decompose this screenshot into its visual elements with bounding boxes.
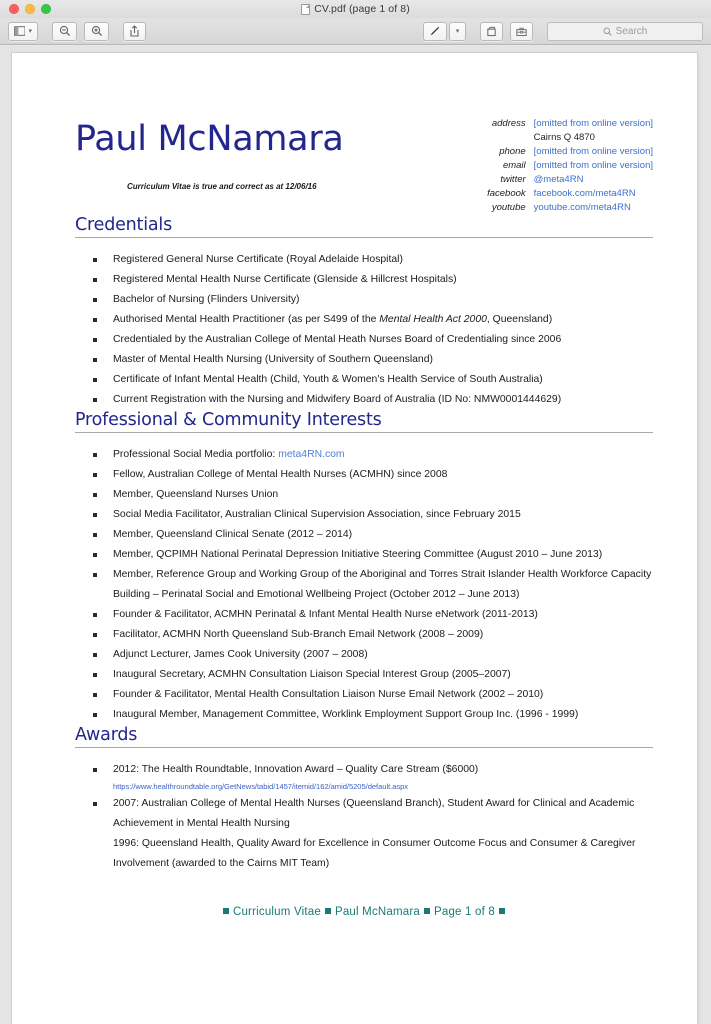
cv-name-block	[75, 115, 344, 191]
contact-value-address[interactable]: [omitted from online version]	[533, 118, 653, 129]
preview-toolbar	[0, 18, 711, 45]
rotate-button[interactable]	[480, 22, 503, 41]
list-item: Facilitator, ACMHN North Queensland Sub-Branch Email Network (2008 – 2009)	[75, 625, 653, 645]
cv-sections	[75, 215, 653, 874]
contact-value-phone[interactable]: [omitted from online version]	[533, 146, 653, 157]
page-title: Paul McNamara	[75, 119, 344, 159]
window-titlebar	[0, 0, 711, 18]
section-list-0	[75, 250, 653, 410]
list-item: 2012: The Health Roundtable, Innovation Award – Quality Care Stream ($6000) https://www.healthroundtable.org/GetNews/tabid/1457/itemid/162/amid/5205/default.aspx	[75, 760, 653, 794]
list-item: Authorised Mental Health Practitioner (as per S499 of the Mental Health Act 2000, Queensland)	[75, 310, 653, 330]
contact-label-twitter: twitter	[500, 174, 526, 185]
list-item: Founder & Facilitator, Mental Health Consultation Liaison Nurse Email Network (2002 – 2010)	[75, 685, 653, 705]
window-title-text: CV.pdf (page 1 of 8)	[314, 3, 410, 15]
pdf-document-icon	[301, 4, 310, 15]
contact-label-address: address	[491, 118, 526, 129]
list-item: Certificate of Infant Mental Health (Child, Youth & Women's Health Service of South Australia)	[75, 370, 653, 390]
cv-tagline: Curriculum Vitae is true and correct as at 12/06/16	[127, 181, 317, 191]
list-item: Founder & Facilitator, ACMHN Perinatal & Infant Mental Health Nurse eNetwork (2011-2013)	[75, 605, 653, 625]
traffic-light-controls	[0, 4, 51, 14]
sidebar-icon	[14, 26, 25, 36]
contact-label-phone: phone	[499, 146, 526, 157]
contact-label-facebook: facebook	[487, 188, 526, 199]
footer-square-icon	[223, 908, 229, 914]
section-heading-awards: Awards	[75, 725, 653, 748]
footer-part-1: Curriculum Vitae	[232, 906, 321, 918]
list-item: Member, QCPIMH National Perinatal Depression Initiative Steering Committee (August 2010 – June 2013)	[75, 545, 653, 565]
contact-value-twitter[interactable]: @meta4RN	[533, 174, 584, 185]
list-item: Credentialed by the Australian College of Mental Heath Nurses Board of Credentialing since 2006	[75, 330, 653, 350]
pdf-page-1	[12, 53, 697, 1024]
page-footer	[75, 906, 653, 918]
list-item: Current Registration with the Nursing and Midwifery Board of Australia (ID No: NMW0001444629)	[75, 390, 653, 410]
footer-square-icon	[424, 908, 430, 914]
footer-square-icon	[499, 908, 505, 914]
list-item: Registered General Nurse Certificate (Royal Adelaide Hospital)	[75, 250, 653, 270]
chevron-down-icon: ▾	[455, 28, 460, 35]
contact-value-youtube[interactable]: youtube.com/meta4RN	[533, 202, 631, 213]
footer-part-2: Paul McNamara	[334, 906, 420, 918]
close-button[interactable]	[9, 4, 19, 14]
pdf-document-view[interactable]	[0, 46, 711, 1024]
contact-label-youtube: youtube	[491, 202, 526, 213]
list-item: Inaugural Secretary, ACMHN Consultation Liaison Special Interest Group (2005–2007)	[75, 665, 653, 685]
list-item: Bachelor of Nursing (Flinders University)	[75, 290, 653, 310]
pen-icon	[429, 25, 441, 37]
zoom-out-icon	[59, 25, 71, 37]
cv-header	[75, 115, 653, 215]
markup-options-button[interactable]	[449, 22, 466, 41]
section-heading-professional-community-interests: Professional & Community Interests	[75, 410, 653, 433]
list-item: Member, Queensland Nurses Union	[75, 485, 653, 505]
list-item: Inaugural Member, Management Committee, Worklink Employment Support Group Inc. (1996 - 1999)	[75, 705, 653, 725]
share-icon	[129, 25, 140, 37]
zoom-out-button[interactable]	[52, 22, 77, 41]
rotate-icon	[486, 25, 497, 37]
list-item: 2007: Australian College of Mental Health Nurses (Queensland Branch), Student Award for Clinical and Academic Achievement in Mental Health Nursing 1996: Queensland Health, Quality Award for Excellence in Consumer Outcome Focus and Consumer & Caregiver Involvement (awarded to the Cairns MIT Team)	[75, 794, 653, 874]
search-placeholder-text: Search	[615, 25, 648, 37]
minimize-button[interactable]	[25, 4, 35, 14]
section-list-2	[75, 760, 653, 874]
sidebar-toggle-button[interactable]	[8, 22, 38, 41]
footer-square-icon	[325, 908, 331, 914]
zoom-in-button[interactable]	[84, 22, 109, 41]
contact-value-facebook[interactable]: facebook.com/meta4RN	[533, 188, 636, 199]
search-input[interactable]	[547, 22, 703, 41]
contact-value-email[interactable]: [omitted from online version]	[533, 160, 653, 171]
list-item: Member, Reference Group and Working Group of the Aboriginal and Torres Strait Islander Health Workforce Capacity Building – Perinatal Social and Emotional Wellbeing Project (October 2012 – June 2013)	[75, 565, 653, 605]
contact-label-email: email	[502, 160, 526, 171]
list-item: Professional Social Media portfolio: meta4RN.com	[75, 445, 653, 465]
award-url-link[interactable]: https://www.healthroundtable.org/GetNews/tabid/1457/itemid/162/amid/5205/default.aspx	[113, 782, 409, 791]
list-item: Social Media Facilitator, Australian Clinical Supervision Association, since February 2015	[75, 505, 653, 525]
list-item: Fellow, Australian College of Mental Health Nurses (ACMHN) since 2008	[75, 465, 653, 485]
contact-label-spacer	[487, 131, 526, 145]
markup-toolkit-button[interactable]	[510, 22, 533, 41]
search-icon	[603, 27, 612, 36]
footer-part-3: Page 1 of 8	[434, 906, 496, 918]
list-item: Registered Mental Health Nurse Certificate (Glenside & Hillcrest Hospitals)	[75, 270, 653, 290]
section-list-1	[75, 445, 653, 725]
markup-button[interactable]	[423, 22, 447, 41]
italic-citation: Mental Health Act 2000	[379, 314, 487, 325]
list-item: Master of Mental Health Nursing (University of Southern Queensland)	[75, 350, 653, 370]
list-item: Member, Queensland Clinical Senate (2012 – 2014)	[75, 525, 653, 545]
section-heading-credentials: Credentials	[75, 215, 653, 238]
window-title	[0, 0, 711, 18]
zoom-button[interactable]	[41, 4, 51, 14]
list-item-continuation: 1996: Queensland Health, Quality Award for Excellence in Consumer Outcome Focus and Consumer & Caregiver Involvement (awarded to the Cairns MIT Team)	[113, 838, 636, 869]
share-button[interactable]	[123, 22, 146, 41]
list-item: Adjunct Lecturer, James Cook University (2007 – 2008)	[75, 645, 653, 665]
zoom-in-icon	[91, 25, 103, 37]
toolbox-icon	[516, 26, 527, 37]
inline-link[interactable]: meta4RN.com	[278, 449, 345, 460]
chevron-down-icon: ▾	[28, 28, 32, 35]
contact-value-address-line2: Cairns Q 4870	[533, 132, 595, 143]
contact-details	[487, 117, 653, 215]
